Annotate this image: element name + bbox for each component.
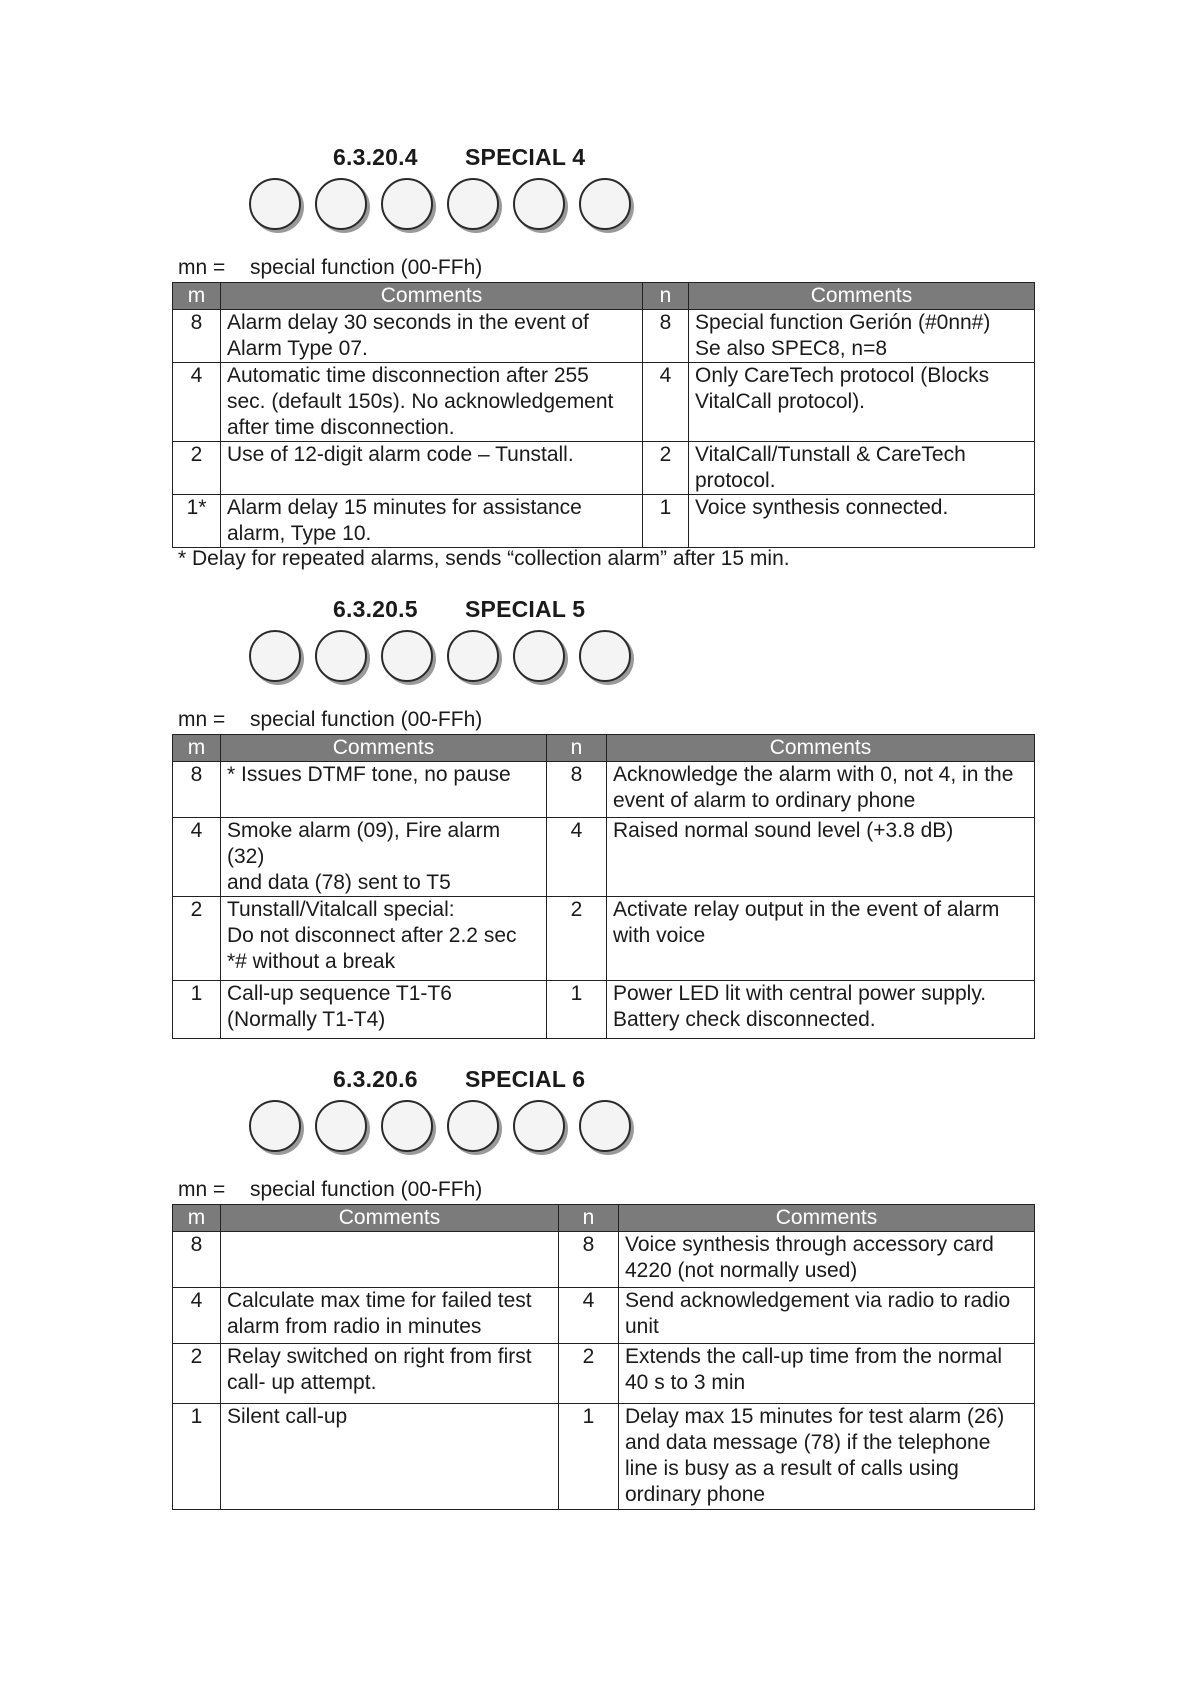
section-heading [333,1066,585,1093]
m-comment: Use of 12-digit alarm code – Tunstall. [221,442,643,495]
header-m: m [173,1205,221,1232]
mn-definition [178,708,482,732]
header-comments-n: Comments [607,735,1035,762]
code-digit-circle [315,178,367,230]
n-comment: Delay max 15 minutes for test alarm (26) and data message (78) if the telephone line is busy as a result of calls using ordinary phone [619,1404,1035,1510]
n-comment: Activate relay output in the event of alarm with voice [607,897,1035,981]
footnote: * Delay for repeated alarms, sends “collection alarm” after 15 min. [178,547,790,570]
section-number: 6.3.20.4 [333,144,418,170]
header-comments-m: Comments [221,735,547,762]
table-row [173,1232,1035,1288]
code-digit-circle [513,630,565,682]
table-row [173,981,1035,1039]
n-comment: Send acknowledgement via radio to radio unit [619,1288,1035,1344]
n-value: 4 [643,363,689,442]
m-comment: Smoke alarm (09), Fire alarm (32) and data (78) sent to T5 [221,818,547,897]
code-digit-circle [381,178,433,230]
mn-definition [178,1178,482,1202]
header-n: n [643,283,689,310]
n-comment: Power LED lit with central power supply. Battery check disconnected. [607,981,1035,1039]
code-digit-circle [315,1100,367,1152]
header-n: n [547,735,607,762]
code-digit-circle [249,630,301,682]
m-value: 2 [173,897,221,981]
m-comment: * Issues DTMF tone, no pause [221,762,547,818]
n-comment: Raised normal sound level (+3.8 dB) [607,818,1035,897]
code-digit-circle [249,178,301,230]
section-heading [333,596,585,623]
m-comment: Relay switched on right from first call- up attempt. [221,1344,559,1404]
mn-label: mn = [178,708,226,731]
special-6-table [172,1204,1035,1510]
code-digit-circle [579,630,631,682]
m-value: 2 [173,1344,221,1404]
header-comments-n: Comments [689,283,1035,310]
n-comment: Extends the call-up time from the normal 40 s to 3 min [619,1344,1035,1404]
table-header-row [173,1205,1035,1232]
table-row [173,1404,1035,1510]
table-row [173,897,1035,981]
code-digit-circle [249,1100,301,1152]
table-row [173,1344,1035,1404]
mn-label: mn = [178,1178,226,1201]
n-value: 8 [643,310,689,363]
section-title: SPECIAL 6 [465,1066,586,1092]
header-n: n [559,1205,619,1232]
m-value: 4 [173,1288,221,1344]
n-value: 4 [547,818,607,897]
header-comments-m: Comments [221,283,643,310]
n-value: 1 [559,1404,619,1510]
n-comment: Voice synthesis connected. [689,495,1035,548]
code-digit-circle [381,630,433,682]
m-comment: Alarm delay 15 minutes for assistance alarm, Type 10. [221,495,643,548]
m-value: 8 [173,1232,221,1288]
mn-text: special function (00-FFh) [250,1178,483,1201]
n-value: 1 [643,495,689,548]
n-value: 1 [547,981,607,1039]
mn-label: mn = [178,256,226,279]
header-m: m [173,283,221,310]
table-header-row [173,735,1035,762]
m-value: 1 [173,981,221,1039]
table-row [173,310,1035,363]
m-comment [221,1232,559,1288]
m-value: 1* [173,495,221,548]
m-value: 8 [173,762,221,818]
m-value: 4 [173,818,221,897]
n-comment: Special function Gerión (#0nn#) Se also SPEC8, n=8 [689,310,1035,363]
table-row [173,762,1035,818]
n-comment: VitalCall/Tunstall & CareTech protocol. [689,442,1035,495]
section-title: SPECIAL 5 [465,596,586,622]
code-digit-circle [447,630,499,682]
table-row [173,442,1035,495]
mn-text: special function (00-FFh) [250,256,483,279]
section-number: 6.3.20.5 [333,596,418,622]
table-row [173,495,1035,548]
mn-definition [178,256,482,280]
header-comments-n: Comments [619,1205,1035,1232]
m-comment: Calculate max time for failed test alarm from radio in minutes [221,1288,559,1344]
code-digit-circle [315,630,367,682]
section-number: 6.3.20.6 [333,1066,418,1092]
code-digit-circle [447,178,499,230]
code-digit-circle [579,178,631,230]
section-title: SPECIAL 4 [465,144,586,170]
m-value: 2 [173,442,221,495]
m-comment: Tunstall/Vitalcall special: Do not disconnect after 2.2 sec *# without a break [221,897,547,981]
m-comment: Silent call-up [221,1404,559,1510]
special-5-table [172,734,1035,1039]
m-comment: Automatic time disconnection after 255 sec. (default 150s). No acknowledgement after time disconnection. [221,363,643,442]
n-value: 4 [559,1288,619,1344]
code-digit-circle [447,1100,499,1152]
table-row [173,1288,1035,1344]
n-value: 2 [643,442,689,495]
n-comment: Voice synthesis through accessory card 4220 (not normally used) [619,1232,1035,1288]
n-comment: Only CareTech protocol (Blocks VitalCall protocol). [689,363,1035,442]
n-value: 8 [547,762,607,818]
table-header-row [173,283,1035,310]
header-comments-m: Comments [221,1205,559,1232]
m-value: 1 [173,1404,221,1510]
mn-text: special function (00-FFh) [250,708,483,731]
header-m: m [173,735,221,762]
table-row [173,818,1035,897]
m-value: 4 [173,363,221,442]
code-digit-circle [381,1100,433,1152]
code-digit-circle [513,1100,565,1152]
m-value: 8 [173,310,221,363]
code-digit-circle [513,178,565,230]
m-comment: Call-up sequence T1-T6 (Normally T1-T4) [221,981,547,1039]
code-digit-circle [579,1100,631,1152]
m-comment: Alarm delay 30 seconds in the event of Alarm Type 07. [221,310,643,363]
n-comment: Acknowledge the alarm with 0, not 4, in the event of alarm to ordinary phone [607,762,1035,818]
n-value: 2 [547,897,607,981]
section-heading [333,144,585,171]
n-value: 8 [559,1232,619,1288]
n-value: 2 [559,1344,619,1404]
special-4-table [172,282,1035,548]
table-row [173,363,1035,442]
